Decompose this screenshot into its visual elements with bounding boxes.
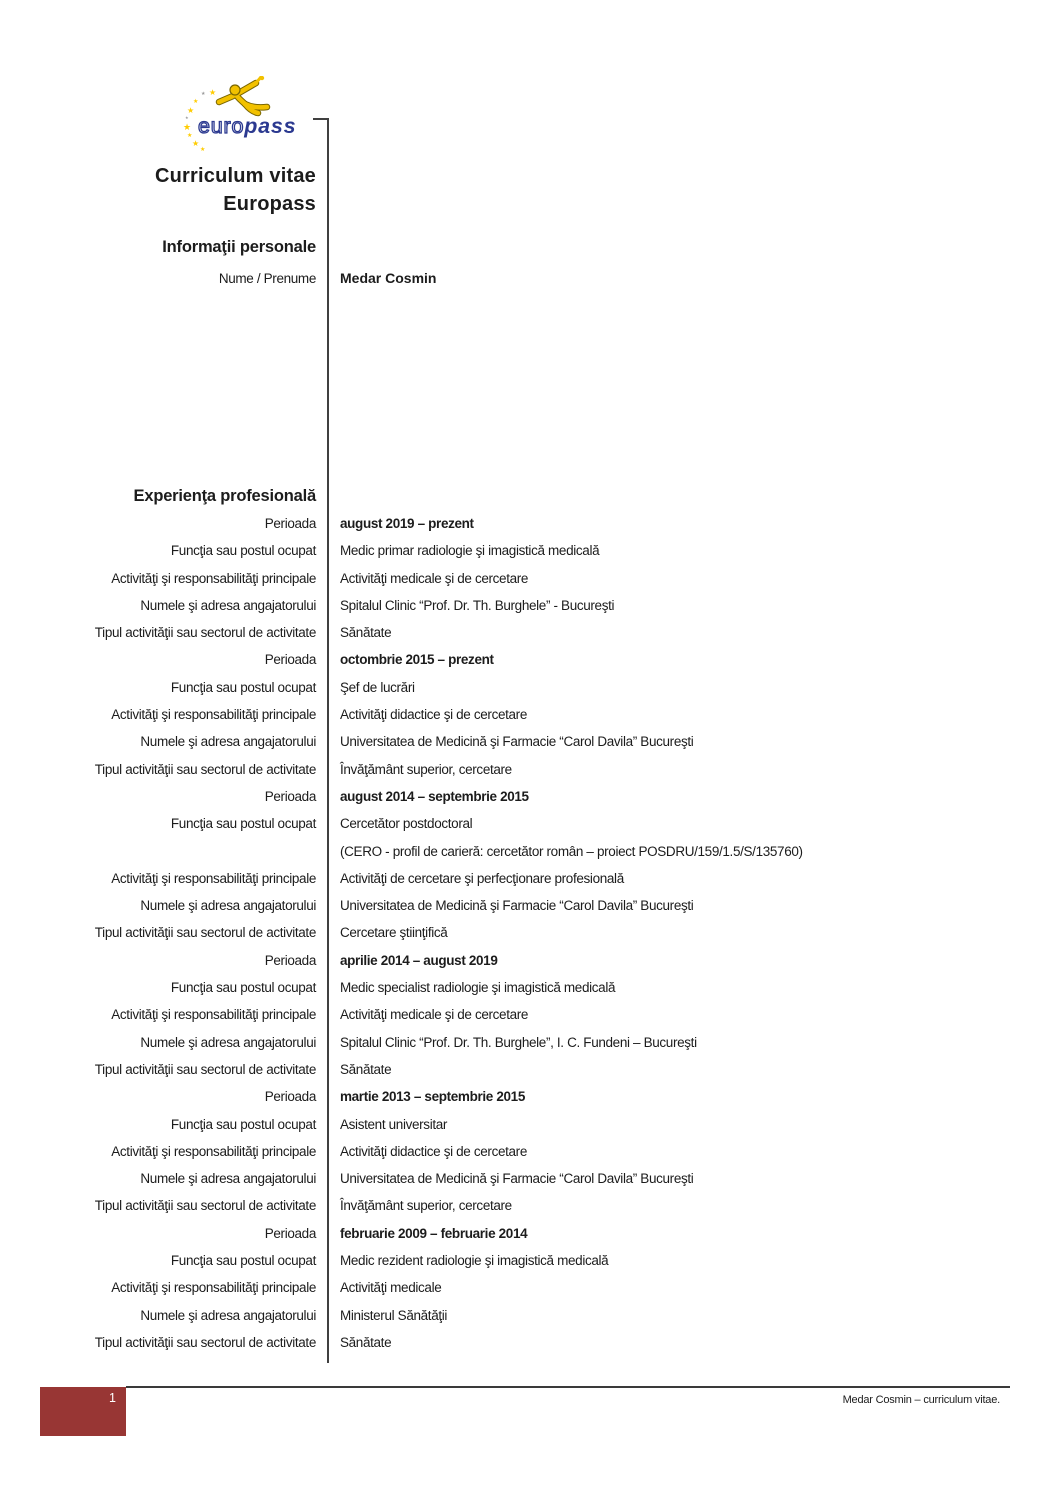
name-label: Nume / Prenume <box>218 271 316 286</box>
activities-label: Activităţi şi responsabilităţi principale <box>111 870 316 886</box>
position-value: Şef de lucrări <box>340 679 415 695</box>
employer-row <box>0 1165 1020 1192</box>
sector-row <box>0 919 1020 946</box>
sector-label: Tipul activităţii sau sectorul de activitate <box>94 761 316 777</box>
position-value: Medic rezident radiologie şi imagistică medicală <box>340 1253 609 1269</box>
activities-row <box>0 1001 1020 1028</box>
period-label: Perioada <box>264 952 316 968</box>
europass-wordmark <box>198 115 296 137</box>
cv-title-line2: Europass <box>223 193 316 215</box>
activities-value: Activităţi didactice şi de cercetare <box>340 1143 527 1159</box>
activities-value: Activităţi de cercetare şi perfecţionare profesională <box>340 870 624 886</box>
sector-row <box>0 1056 1020 1083</box>
period-label: Perioada <box>264 652 316 668</box>
sector-label: Tipul activităţii sau sectorul de activitate <box>94 1061 316 1077</box>
cv-title-line1: Curriculum vitae <box>154 165 316 187</box>
period-row <box>0 1220 1020 1247</box>
position-label: Funcţia sau postul ocupat <box>170 1253 316 1269</box>
eu-star-icon: ★ <box>200 147 206 153</box>
sector-value: Sănătate <box>340 1334 392 1350</box>
employer-value: Universitatea de Medicină şi Farmacie “Carol Davila” Bucureşti <box>340 1171 694 1187</box>
position-value: Asistent universitar <box>340 1116 448 1132</box>
period-label: Perioada <box>264 1089 316 1105</box>
period-value: martie 2013 – septembrie 2015 <box>340 1089 525 1105</box>
sector-label: Tipul activităţii sau sectorul de activitate <box>94 925 316 941</box>
activities-row <box>0 565 1020 592</box>
activities-label: Activităţi şi responsabilităţi principale <box>111 1143 316 1159</box>
activities-value: Activităţi medicale şi de cercetare <box>340 1007 529 1023</box>
activities-row <box>0 1274 1020 1301</box>
sector-row <box>0 1329 1020 1356</box>
activities-label: Activităţi şi responsabilităţi principale <box>111 570 316 586</box>
footer-divider-line <box>126 1386 1010 1388</box>
position-row <box>0 1247 1020 1274</box>
sector-value: Sănătate <box>340 1061 392 1077</box>
activities-label: Activităţi şi responsabilităţi principale <box>111 1280 316 1296</box>
employer-row <box>0 728 1020 755</box>
position-value: Medic specialist radiologie şi imagistică medicală <box>340 980 616 996</box>
sector-label: Tipul activităţii sau sectorul de activitate <box>94 1198 316 1214</box>
activities-value: Activităţi medicale <box>340 1280 442 1296</box>
period-label: Perioada <box>264 788 316 804</box>
sector-row <box>0 1192 1020 1219</box>
sector-row <box>0 756 1020 783</box>
eu-star-icon: ★ <box>192 139 200 148</box>
employer-row <box>0 1302 1020 1329</box>
page-number: 1 <box>109 1391 116 1405</box>
period-label: Perioada <box>264 1225 316 1241</box>
activities-row <box>0 1138 1020 1165</box>
europass-logo <box>183 74 329 158</box>
position-label: Funcţia sau postul ocupat <box>170 816 316 832</box>
sector-value: Învăţământ superior, cercetare <box>340 761 512 777</box>
sector-label: Tipul activităţii sau sectorul de activitate <box>94 1334 316 1350</box>
employer-label: Numele şi adresa angajatorului <box>140 1171 316 1187</box>
eu-star-icon: ★ <box>185 115 189 120</box>
sector-row <box>0 619 1020 646</box>
position-label: Funcţia sau postul ocupat <box>170 679 316 695</box>
eu-star-icon: ★ <box>183 122 192 132</box>
position-label: Funcţia sau postul ocupat <box>170 1116 316 1132</box>
eu-star-icon: ★ <box>187 133 193 139</box>
employer-label: Numele şi adresa angajatorului <box>140 898 316 914</box>
employer-row <box>0 1029 1020 1056</box>
sector-label: Tipul activităţii sau sectorul de activitate <box>94 625 316 641</box>
eu-star-icon: ★ <box>209 88 217 97</box>
experience-rows <box>0 510 1020 1356</box>
employer-value: Spitalul Clinic “Prof. Dr. Th. Burghele” - Bucureşti <box>340 597 615 613</box>
footer-note: Medar Cosmin – curriculum vitae. <box>842 1394 1000 1406</box>
period-value: octombrie 2015 – prezent <box>340 652 494 668</box>
period-value: februarie 2009 – februarie 2014 <box>340 1225 528 1241</box>
logo-euro-text: euro <box>198 114 245 138</box>
page-number-badge <box>40 1387 126 1436</box>
position-row <box>0 974 1020 1001</box>
position-row <box>0 537 1020 564</box>
position-value-line1: Cercetător postdoctoral <box>340 816 473 832</box>
period-row <box>0 510 1020 537</box>
period-row <box>0 1083 1020 1110</box>
activities-value: Activităţi medicale şi de cercetare <box>340 570 529 586</box>
position-label: Funcţia sau postul ocupat <box>170 980 316 996</box>
activities-label: Activităţi şi responsabilităţi principale <box>111 1007 316 1023</box>
name-value: Medar Cosmin <box>340 270 437 286</box>
employer-row <box>0 892 1020 919</box>
period-label: Perioada <box>264 516 316 531</box>
activities-value: Activităţi didactice şi de cercetare <box>340 707 527 723</box>
eu-star-icon: ★ <box>193 99 199 105</box>
position-label: Funcţia sau postul ocupat <box>170 543 316 559</box>
period-row <box>0 646 1020 673</box>
experience-section-heading: Experienţa profesională <box>133 487 316 505</box>
logo-pass-text: pass <box>244 114 297 138</box>
employer-value: Universitatea de Medicină şi Farmacie “Carol Davila” Bucureşti <box>340 734 694 750</box>
europass-jumper-icon <box>213 76 275 118</box>
employer-value: Universitatea de Medicină şi Farmacie “Carol Davila” Bucureşti <box>340 898 694 914</box>
employer-label: Numele şi adresa angajatorului <box>140 1034 316 1050</box>
personal-section-heading: Informaţii personale <box>162 238 316 256</box>
position-row <box>0 1111 1020 1138</box>
employer-label: Numele şi adresa angajatorului <box>140 1307 316 1323</box>
period-row <box>0 783 1020 810</box>
sector-value: Învăţământ superior, cercetare <box>340 1198 512 1214</box>
period-row <box>0 947 1020 974</box>
period-value: august 2014 – septembrie 2015 <box>340 788 529 804</box>
position-value: Medic primar radiologie şi imagistică medicală <box>340 543 600 559</box>
period-value: aprilie 2014 – august 2019 <box>340 952 498 968</box>
position-value-line2: (CERO - profil de carieră: cercetător român – proiect POSDRU/159/1.5/S/135760) <box>340 843 803 859</box>
period-value: august 2019 – prezent <box>340 516 474 531</box>
activities-row <box>0 701 1020 728</box>
sector-value: Sănătate <box>340 625 392 641</box>
employer-label: Numele şi adresa angajatorului <box>140 597 316 613</box>
position-row <box>0 810 1020 865</box>
employer-value: Spitalul Clinic “Prof. Dr. Th. Burghele”, I. C. Fundeni – Bucureşti <box>340 1034 697 1050</box>
position-value <box>340 810 1020 865</box>
eu-star-icon: ★ <box>187 106 195 115</box>
sector-value: Cercetare ştiinţifică <box>340 925 448 941</box>
activities-row <box>0 865 1020 892</box>
position-row <box>0 674 1020 701</box>
employer-label: Numele şi adresa angajatorului <box>140 734 316 750</box>
cv-title <box>0 162 316 218</box>
experience-section <box>0 484 1020 1356</box>
eu-star-icon: ★ <box>201 91 206 97</box>
employer-value: Ministerul Sănătăţii <box>340 1307 448 1323</box>
activities-label: Activităţi şi responsabilităţi principale <box>111 707 316 723</box>
employer-row <box>0 592 1020 619</box>
